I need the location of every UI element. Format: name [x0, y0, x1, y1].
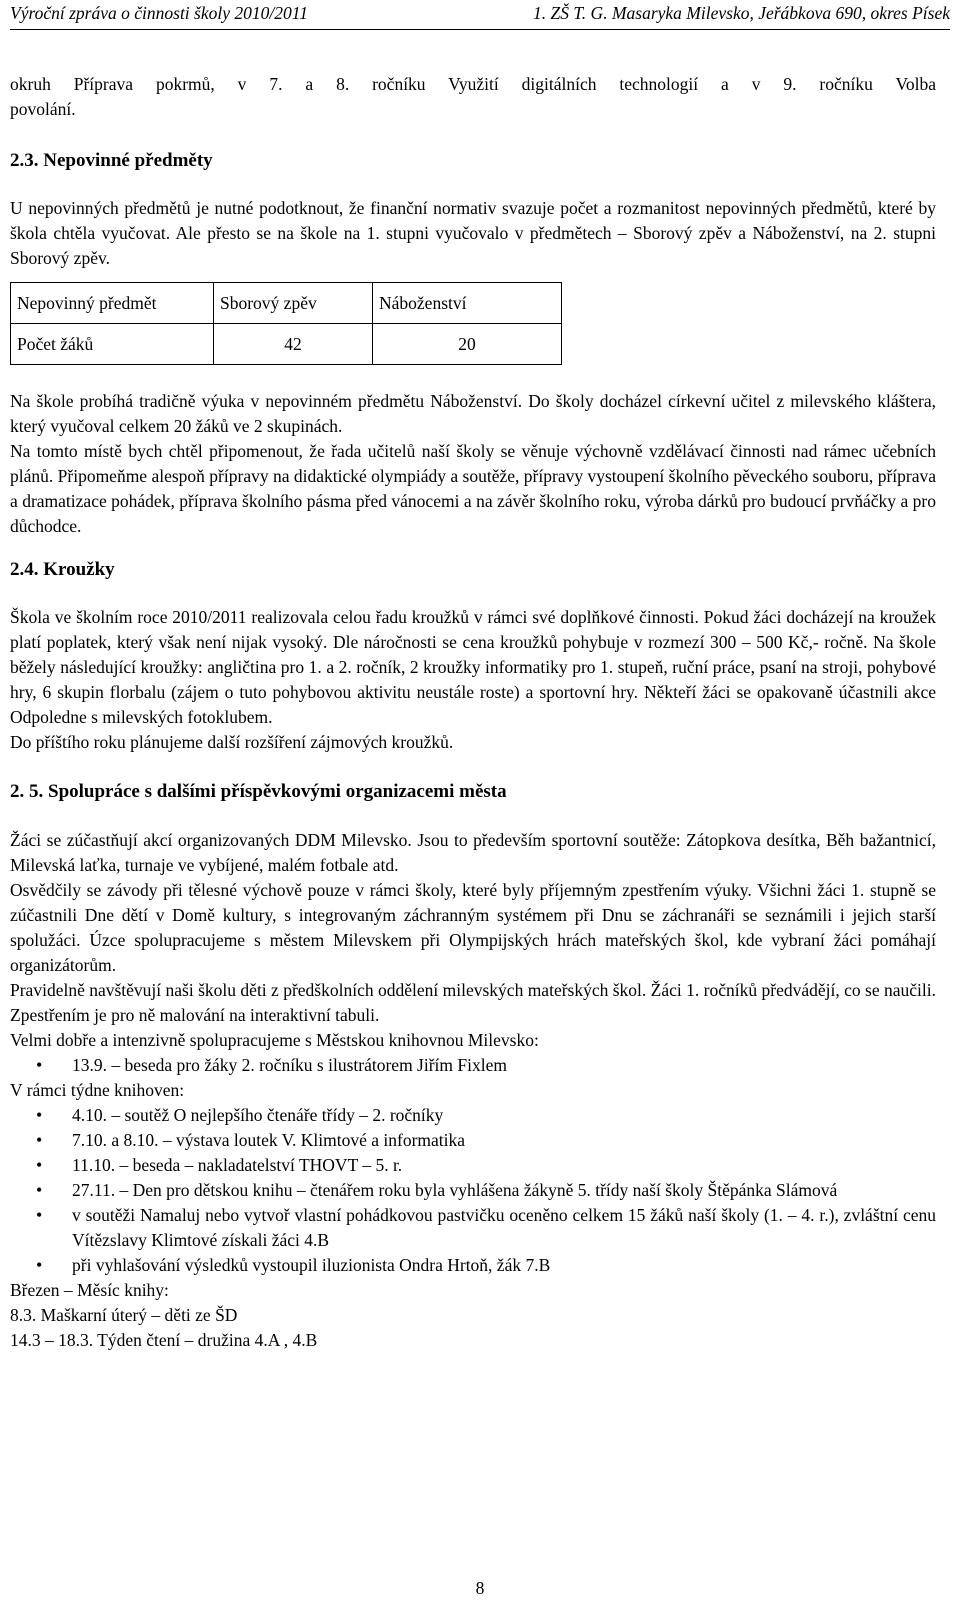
section-heading-2-5: 2. 5. Spolupráce s dalšími příspěvkovými organizacemi města — [10, 781, 507, 802]
intro-line: okruh Příprava pokrmů, v 7. a 8. ročníku Využití digitálních technologií a v 9. ročníku Volba — [10, 74, 936, 94]
list-item: • 7.10. a 8.10. – výstava loutek V. Klimtové a informatika — [10, 1128, 936, 1153]
intro-line: povolání. — [10, 99, 76, 119]
table-header-cell: Náboženství — [373, 283, 562, 324]
table-row-label: Počet žáků — [11, 324, 214, 365]
paragraph: Osvědčily se závody při tělesné výchově pouze v rámci školy, které byly příjemným zpestřením výuky. Všichni žáci 1. stupně se zúčastnili Dne dětí v Domě kultury, s integrovaným záchranným systémem při Dnu se záchranáři se seznámili i jejich starší spolužáci. Úzce spolupracujeme s městem Milevskem při Olympijských hrách mateřských škol, kde vybraní žáci pomáhají organizátorům. — [10, 880, 936, 975]
list-item: • 13.9. – beseda pro žáky 2. ročníku s ilustrátorem Jiřím Fixlem — [10, 1053, 936, 1078]
paragraph: 8.3. Maškarní úterý – děti ze ŠD — [10, 1305, 238, 1325]
paragraph: V rámci týdne knihoven: — [10, 1080, 185, 1100]
paragraph: Březen – Měsíc knihy: — [10, 1280, 169, 1300]
page-number: 8 — [475, 1578, 485, 1598]
header-school-name: 1. ZŠ T. G. Masaryka Milevsko, Jeřábkova 690, okres Písek — [533, 3, 950, 23]
elective-subjects-table — [10, 282, 562, 365]
table-header-cell: Nepovinný předmět — [11, 283, 214, 324]
list-item: • při vyhlašování výsledků vystoupil iluzionista Ondra Hrtoň, žák 7.B — [10, 1253, 936, 1278]
page-body — [10, 72, 936, 1353]
table-cell: 42 — [214, 324, 373, 365]
running-header — [10, 3, 950, 30]
paragraph: Velmi dobře a intenzivně spolupracujeme s Městskou knihovnou Milevsko: — [10, 1030, 539, 1050]
library-events-list — [10, 1053, 936, 1078]
list-item: • 4.10. – soutěž O nejlepšího čtenáře třídy – 2. ročníky — [10, 1103, 936, 1128]
paragraph: Pravidelně navštěvují naši školu děti z předškolních oddělení milevských mateřských škol. Žáci 1. ročníků předvádějí, co se naučili. Zpestřením je pro ně malování na interaktivní tabuli. — [10, 980, 936, 1025]
paragraph: Škola ve školním roce 2010/2011 realizovala celou řadu kroužků v rámci své doplňkové činnosti. Pokud žáci docházejí na kroužek platí poplatek, který však není nijak vysoký. Dle náročnosti se cena kroužků pohybuje v rozmezí 300 – 500 Kč,- ročně. Na škole běžely následující kroužky: angličtina pro 1. a 2. ročník, 2 kroužky informatiky pro 1. stupeň, ruční práce, psaní na stroji, pohybové hry, 6 skupin florbalu (zájem o tuto pohybovou aktivitu neustále roste) a sportovní hry. Někteří žáci se opakovaně účastnili akce Odpoledne s milevských fotoklubem. — [10, 607, 936, 727]
table-cell: 20 — [373, 324, 562, 365]
table-header-cell: Sborový zpěv — [214, 283, 373, 324]
table-row — [11, 324, 562, 365]
section-heading-2-4: 2.4. Kroužky — [10, 559, 115, 580]
paragraph: Na škole probíhá tradičně výuka v nepovinném předmětu Náboženství. Do školy docházel církevní učitel z milevského kláštera, který vyučoval celkem 20 žáků ve 2 skupinách. — [10, 391, 936, 436]
paragraph: Na tomto místě bych chtěl připomenout, že řada učitelů naší školy se věnuje výchovně vzdělávací činnosti nad rámec učebních plánů. Připomeňme alespoň přípravy na didaktické olympiády a soutěže, přípravy vystoupení školního pěveckého souboru, příprava a dramatizace pohádek, příprava školního pásma před vánocemi a na závěr školního roku, výroba dárků pro budoucí prvňáčky a pro důchodce. — [10, 441, 936, 536]
paragraph: Žáci se zúčastňují akcí organizovaných DDM Milevsko. Jsou to především sportovní soutěže: Zátopkova desítka, Běh bažantnicí, Milevská laťka, turnaje ve vybíjené, malém fotbale atd. — [10, 830, 936, 875]
section-heading-2-3: 2.3. Nepovinné předměty — [10, 150, 213, 171]
list-item: • 11.10. – beseda – nakladatelství THOVT – 5. r. — [10, 1153, 936, 1178]
library-week-list — [10, 1103, 936, 1278]
paragraph: Do příštího roku plánujeme další rozšíření zájmových kroužků. — [10, 732, 454, 752]
table-header-row — [11, 283, 562, 324]
list-item: • v soutěži Namaluj nebo vytvoř vlastní pohádkovou pastvičku oceněno celkem 15 žáků naší školy (1. – 4. r.), zvláštní cenu Vítězslavy Klimtové získali žáci 4.B — [10, 1203, 936, 1253]
list-item: • 27.11. – Den pro dětskou knihu – čtenářem roku byla vyhlášena žákyně 5. třídy naší školy Štěpánka Slámová — [10, 1178, 936, 1203]
paragraph: U nepovinných předmětů je nutné podotknout, že finanční normativ svazuje počet a rozmanitost nepovinných předmětů, které by škola chtěla vyučovat. Ale přesto se na škole na 1. stupni vyučovalo v předmětech – Sborový zpěv a Náboženství, na 2. stupni Sborový zpěv. — [10, 198, 936, 268]
header-report-title: Výroční zpráva o činnosti školy 2010/2011 — [10, 3, 308, 23]
paragraph: 14.3 – 18.3. Týden čtení – družina 4.A , 4.B — [10, 1330, 318, 1350]
